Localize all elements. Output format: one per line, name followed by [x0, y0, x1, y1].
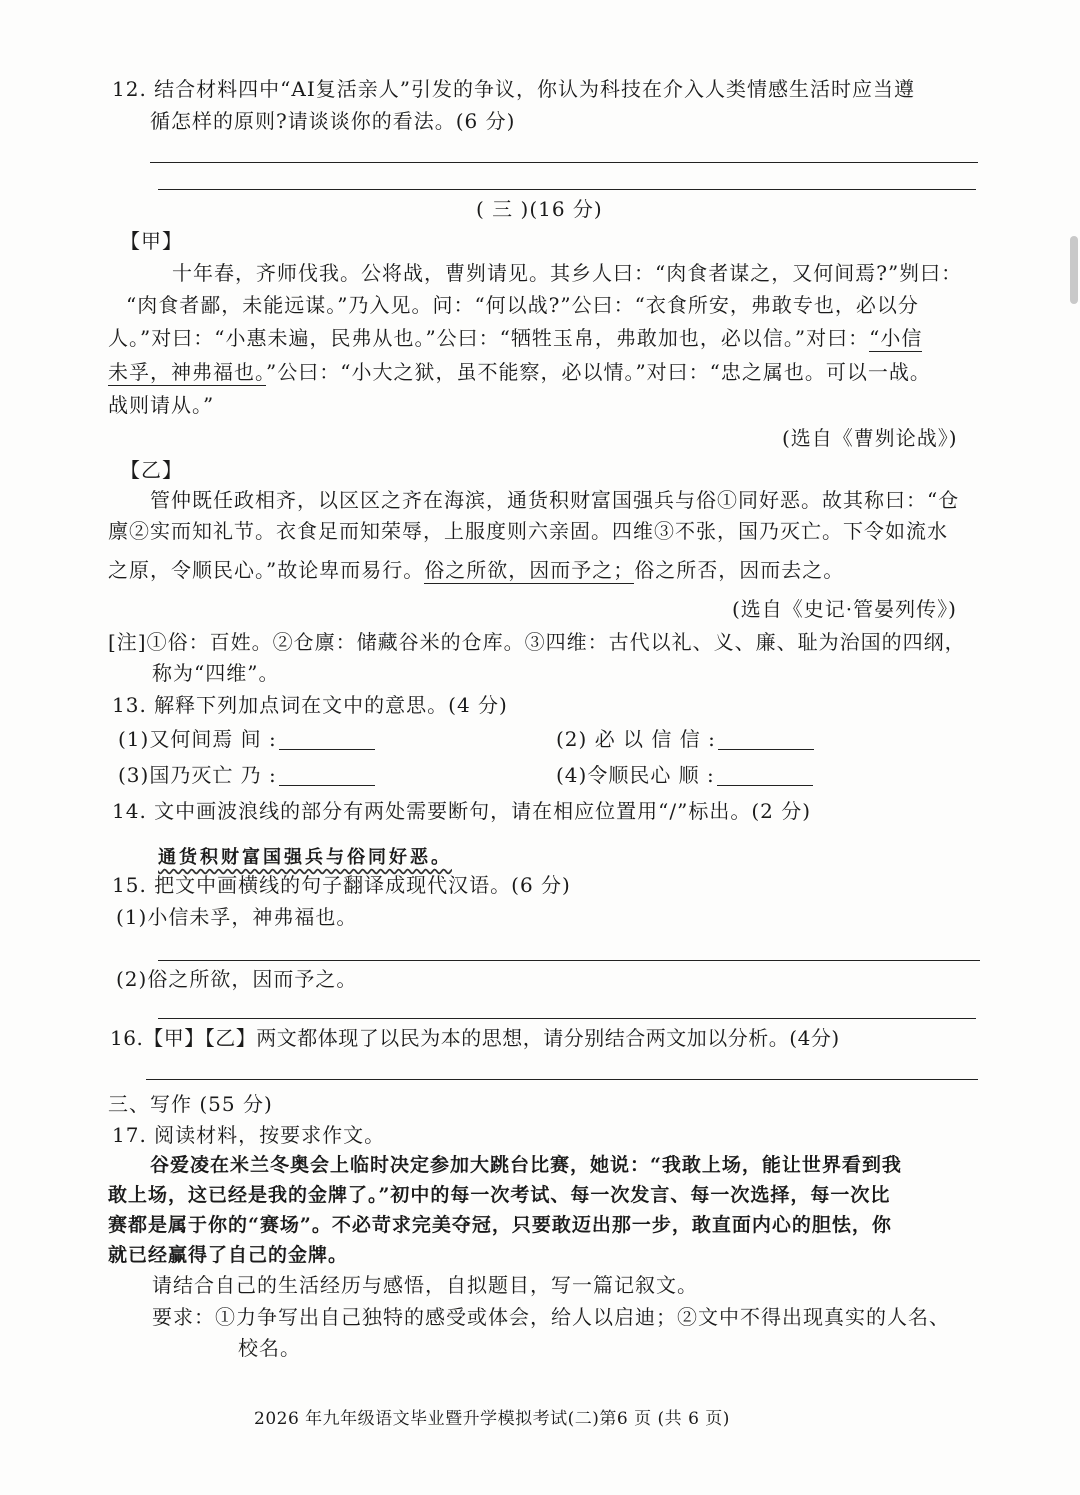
passage-text: 之原，令顺民心。”故论卑而易行。 [108, 558, 425, 582]
answer-line [158, 960, 980, 961]
writing-material-line: 就已经赢得了自己的金牌。 [108, 1244, 349, 1266]
q13-item [556, 760, 813, 790]
passage-text: 人。”对曰：“小惠未遍，民弗从也。”公曰：“牺牲玉帛，弗敢加也，必以信。”对曰： [108, 326, 870, 350]
writing-material-line: 赛都是属于你的“赛场”。不必苛求完美夺冠，只要敢迈出那一步，敢直面内心的胆怯，你 [108, 1214, 892, 1236]
q13-item-text: (1)又何间焉 间 : [118, 727, 277, 751]
answer-line [158, 189, 976, 190]
passage-text: 俗之所否，因而去之。 [634, 558, 845, 582]
passage-yi-line: 廪②实而知礼节。衣食足而知荣辱，上服度则六亲固。四维③不张，国乃灭亡。下令如流水 [108, 519, 948, 543]
underlined-sentence-part: 未孚，神弗福也。 [108, 360, 266, 384]
writing-requirement: 要求：①力争写出自己独特的感受或体会，给人以启迪；②文中不得出现真实的人名、 [152, 1305, 950, 1329]
writing-requirement: 校名。 [238, 1336, 301, 1360]
passage-jia-source: (选自《曹刿论战》) [782, 426, 958, 450]
passage-yi-label: 【乙】 [120, 458, 183, 482]
passage-jia-line: “肉食者鄙，未能远谋。”乃入见。问：“何以战?”公曰：“衣食所安，弗敢专也，必以分 [126, 293, 919, 317]
passage-yi-line: 管仲既任政相齐，以区区之齐在海滨，通货积财富国强兵与俗①同好恶。故其称曰：“仓 [150, 488, 960, 512]
q13-item-text: (2) 必 以 信 信 : [556, 727, 716, 751]
q14-sentence: 通货积财富国强兵与俗同好恶。 [158, 847, 452, 868]
answer-blank[interactable] [717, 763, 813, 786]
underlined-sentence: 俗之所欲，因而予之； [424, 558, 635, 582]
writing-material-line: 敢上场，这已经是我的金牌了。”初中的每一次考试、每一次发言、每一次选择，每一次比 [108, 1184, 891, 1206]
q15-stem: 15. 把文中画横线的句子翻译成现代汉语。(6 分) [112, 873, 571, 897]
writing-section-title: 三、写作 (55 分) [108, 1092, 273, 1116]
passage-jia-label: 【甲】 [120, 229, 183, 253]
q15-item2: (2)俗之所欲，因而予之。 [116, 967, 358, 991]
q16-stem: 16.【甲】【乙】两文都体现了以民为本的思想，请分别结合两文加以分析。(4分) [110, 1026, 840, 1050]
underlined-sentence-part: “小信 [869, 326, 923, 350]
q12-line2: 循怎样的原则?请谈谈你的看法。(6 分) [150, 109, 516, 133]
q15-item1: (1)小信未孚，神弗福也。 [116, 905, 358, 929]
scrollbar[interactable] [1070, 236, 1078, 304]
q17-stem: 17. 阅读材料，按要求作文。 [112, 1123, 386, 1147]
answer-blank[interactable] [279, 763, 375, 786]
q12-line1: 12. 结合材料四中“AI复活亲人”引发的争议，你认为科技在介入人类情感生活时应当遵 [112, 77, 915, 101]
notes-line2: 称为“四维”。 [152, 661, 280, 685]
passage-text: ”公曰：“小大之狱，虽不能察，必以情。”对曰：“忠之属也。可以一战。 [266, 360, 931, 384]
passage-yi-source: (选自《史记·管晏列传》) [732, 597, 957, 621]
answer-blank[interactable] [718, 727, 814, 750]
passage-jia-line: 十年春，齐师伐我。公将战，曹刿请见。其乡人曰：“肉食者谋之，又何间焉?”刿曰： [172, 261, 963, 285]
passage-jia-line [108, 357, 931, 387]
notes-line1: [注]①俗：百姓。②仓廪：储藏谷米的仓库。③四维：古代以礼、义、廉、耻为治国的四纲， [108, 630, 966, 654]
q13-item [118, 760, 375, 790]
page-footer: 2026 年九年级语文毕业暨升学模拟考试(二)第6 页 (共 6 页) [254, 1409, 730, 1429]
answer-blank[interactable] [279, 727, 375, 750]
q14-stem: 14. 文中画波浪线的部分有两处需要断句，请在相应位置用“/”标出。(2 分) [112, 799, 812, 823]
writing-material-line: 谷爱凌在米兰冬奥会上临时决定参加大跳台比赛，她说：“我敢上场，能让世界看到我 [150, 1154, 902, 1176]
answer-line [158, 1018, 976, 1019]
writing-instruction: 请结合自己的生活经历与感悟，自拟题目，写一篇记叙文。 [152, 1273, 698, 1297]
q13-item-text: (4)令顺民心 顺 : [556, 763, 715, 787]
q13-item [556, 724, 814, 754]
q13-item [118, 724, 375, 754]
answer-line [150, 162, 978, 163]
passage-yi-line [108, 555, 844, 585]
q13-stem: 13. 解释下列加点词在文中的意思。(4 分) [112, 693, 508, 717]
q13-item-text: (3)国乃灭亡 乃 : [118, 763, 277, 787]
section-title: ( 三 )(16 分) [476, 197, 603, 221]
answer-line [146, 1079, 978, 1080]
passage-jia-line [108, 323, 922, 353]
passage-jia-line: 战则请从。” [108, 393, 215, 417]
